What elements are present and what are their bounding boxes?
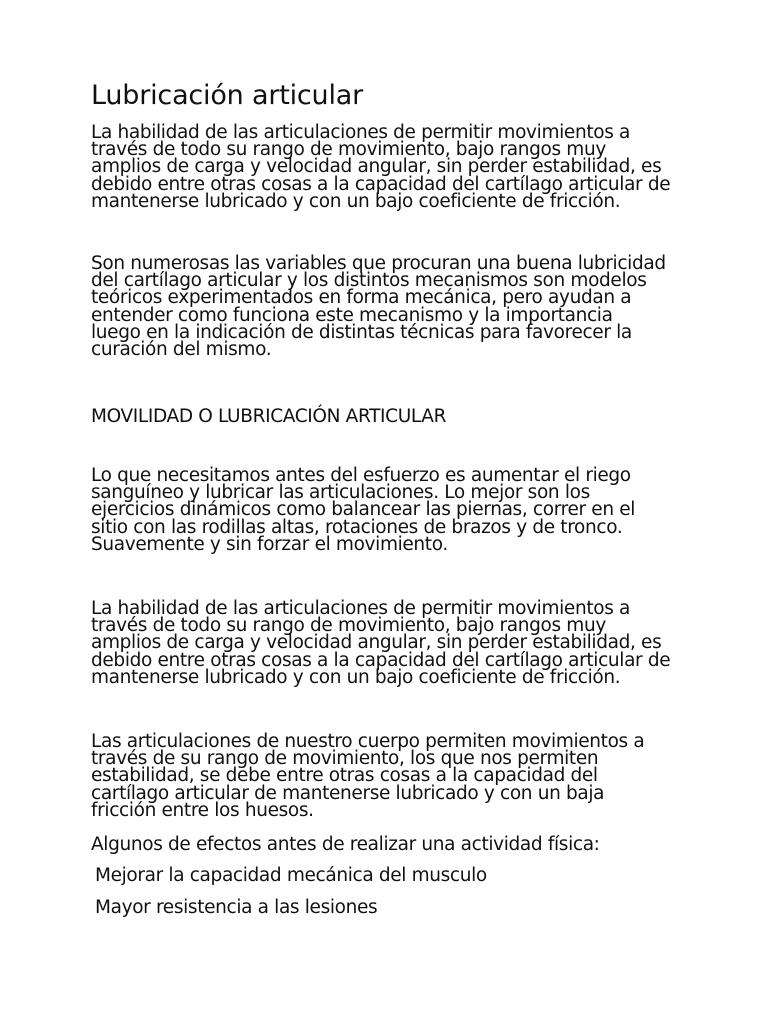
paragraph-variables: Son numerosas las variables que procuran una buena lubricidad del cartílago articular y los distintos mecanismos son modelos teóricos experimentados en forma mecánica, pero ayudan a entender como funciona este mecanismo y la importancia luego en la indicación de distintas técnicas para favorecer la curación del mismo.	[91, 253, 666, 361]
paragraph-before-effort: Lo que necesitamos antes del esfuerzo es aumentar el riego sanguíneo y lubricar las articulaciones. Lo mejor son los ejercicios dinámicos como balancear las piernas, correr en el sitio con las rodillas altas, rotaciones de brazos y de tronco. Suavemente y sin forzar el movimiento.	[91, 465, 636, 555]
section-heading-movilidad: MOVILIDAD O LUBRICACIÓN ARTICULAR	[91, 406, 447, 427]
paragraph-lubrication-repeat: La habilidad de las articulaciones de permitir movimientos a través de todo su rango de movimiento, bajo rangos muy amplios de carga y velocidad angular, sin perder estabilidad, es debido entre otras cosas a la capacidad del cartílago articular de mantenerse lubricado y con un bajo coeficiente de fricción.	[91, 598, 671, 688]
paragraph-joints-body: Las articulaciones de nuestro cuerpo permiten movimientos a través de su rango de movimiento, los que nos permiten estabilidad, se debe entre otras cosas a la capacidad del cartílago articular de mantenerse lubricado y con un baja fricción entre los huesos.	[91, 731, 645, 821]
paragraph-lubrication-intro: La habilidad de las articulaciones de permitir movimientos a través de todo su rango de movimiento, bajo rangos muy amplios de carga y velocidad angular, sin perder estabilidad, es debido entre otras cosas a la capacidad del cartílago articular de mantenerse lubricado y con un bajo coeficiente de fricción.	[91, 122, 671, 212]
list-item: Mayor resistencia a las lesiones	[95, 897, 378, 918]
page-title: Lubricación articular	[91, 80, 364, 111]
paragraph-effects-intro: Algunos de efectos antes de realizar una actividad física:	[91, 834, 600, 855]
list-item: Mejorar la capacidad mecánica del musculo	[95, 865, 487, 886]
